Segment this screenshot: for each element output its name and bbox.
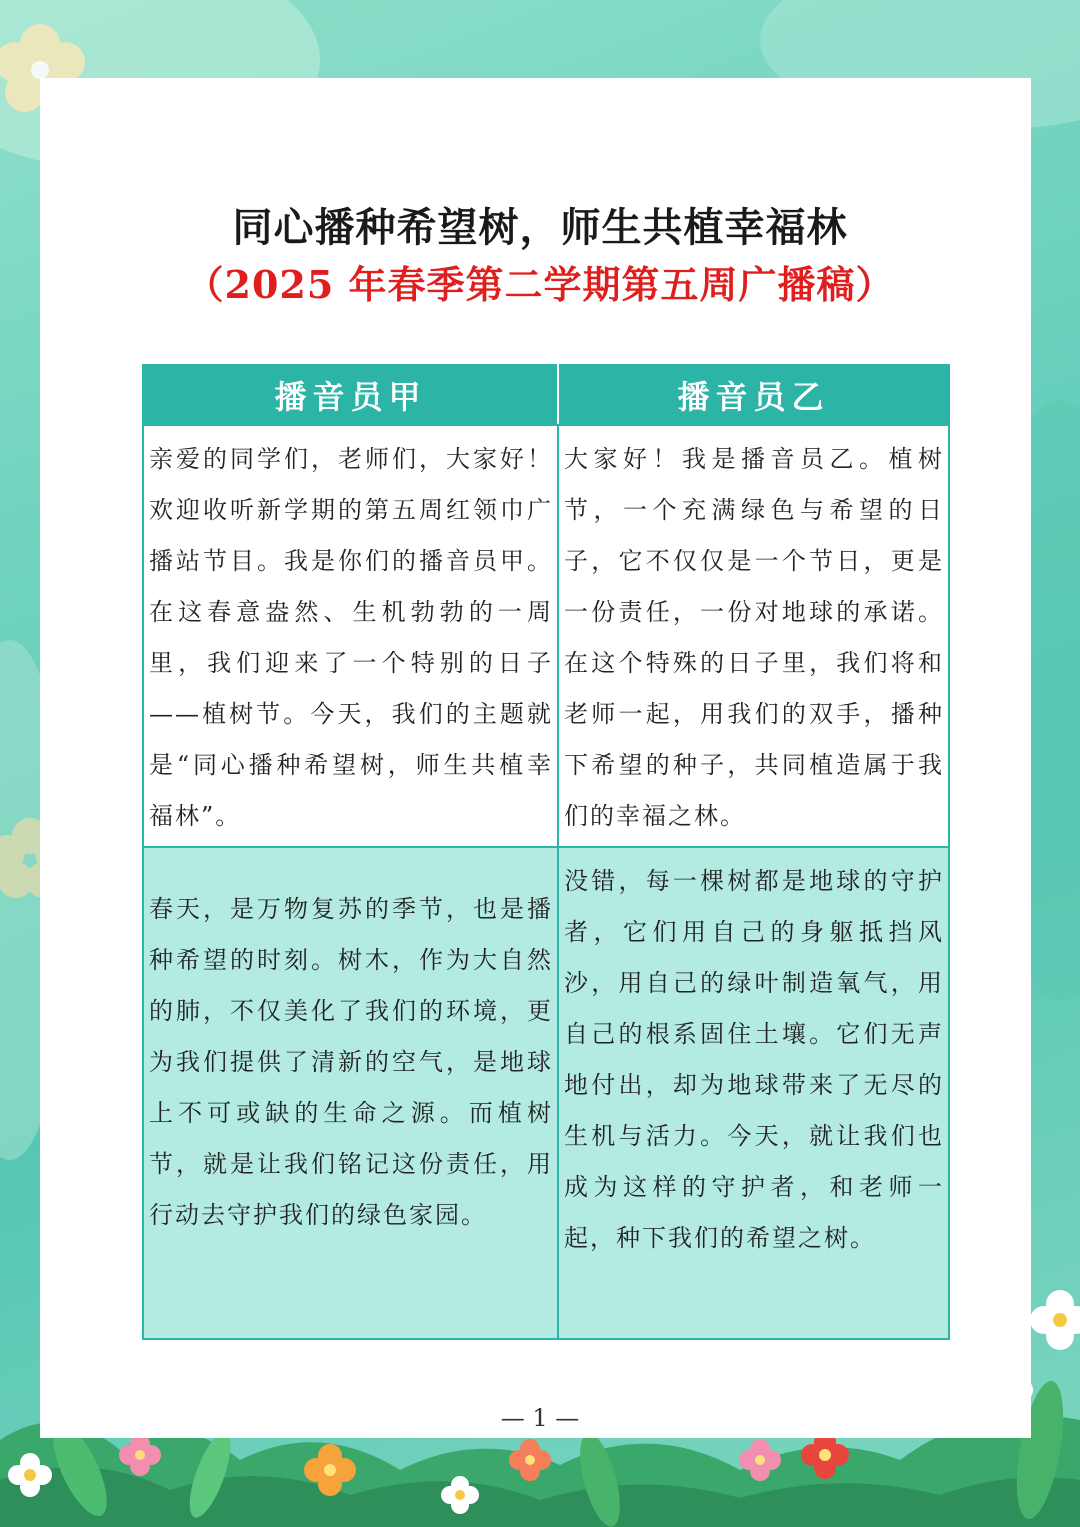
announcer-a-text: 春天，是万物复苏的季节，也是播种希望的时刻。树木，作为大自然的肺，不仅美化了我们的环境，更为我们提供了清新的空气，是地球上不可或缺的生命之源。而植树节，就是让我们铭记这份责任，用行动去守护我们的绿色家园。 (143, 847, 558, 1339)
column-header-announcer-a: 播音员甲 (143, 365, 558, 425)
announcer-b-text: 没错，每一棵树都是地球的守护者，它们用自己的身躯抵挡风沙，用自己的绿叶制造氧气，用自己的根系固住土壤。它们无声地付出，却为地球带来了无尽的生机与活力。今天，就让我们也成为这样的守护者，和老师一起，种下我们的希望之树。 (558, 847, 949, 1339)
table-row (143, 425, 949, 847)
announcer-a-text: 亲爱的同学们，老师们，大家好！欢迎收听新学期的第五周红领巾广播站节目。我是你们的播音员甲。在这春意盎然、生机勃勃的一周里，我们迎来了一个特别的日子——植树节。今天，我们的主题就是“同心播种希望树，师生共植幸福林”。 (143, 425, 558, 847)
table-row (143, 847, 949, 1339)
announcer-b-text: 大家好！我是播音员乙。植树节，一个充满绿色与希望的日子，它不仅仅是一个节日，更是一份责任，一份对地球的承诺。在这个特殊的日子里，我们将和老师一起，用我们的双手，播种下希望的种子，共同植造属于我们的幸福之林。 (558, 425, 949, 847)
page-number: — 1 — (500, 1404, 580, 1432)
document-subtitle: （2025 年春季第二学期第五周广播稿） (185, 262, 895, 307)
table-header-row (143, 365, 949, 425)
broadcast-script-table (142, 364, 950, 1340)
document-title: 同心播种希望树，师生共植幸福林 (232, 204, 848, 251)
column-header-announcer-b: 播音员乙 (558, 365, 949, 425)
